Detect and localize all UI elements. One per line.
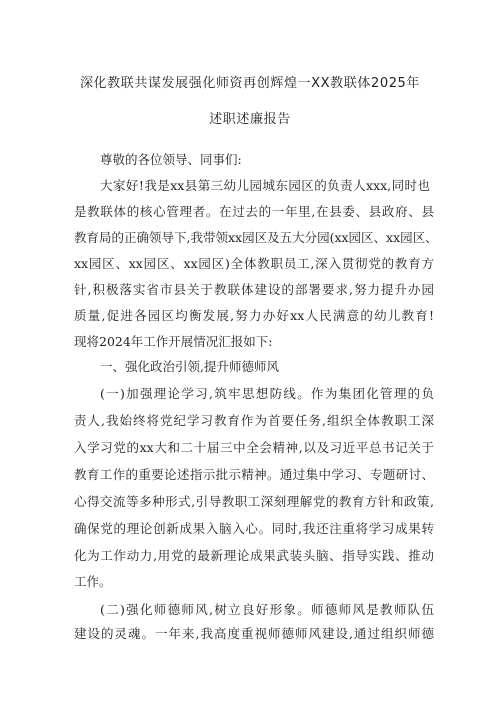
paragraph-line: (二)强化师德师风,树立良好形象。师德师风是教师队伍 — [100, 602, 434, 617]
document-subtitle: 述职述廉报告 — [209, 112, 291, 127]
paragraph-line: 责人,我始终将党纪学习教育作为首要任务,组织全体教职工深 — [74, 413, 434, 428]
paragraph-line: 针,积极落实省市县关于教联体建设的部署要求,努力提升办园 — [74, 282, 434, 297]
document-title: 深化教联共谋发展强化师资再创辉煌一XX教联体2025年 — [79, 76, 421, 91]
paragraph-line: 心得交流等多种形式,引导教职工深刻理解党的教育方针和政策, — [74, 494, 434, 509]
paragraph-line: 教育工作的重要论述指示批示精神。通过集中学习、专题研讨、 — [74, 467, 434, 482]
paragraph-line: 大家好!我是xx县第三幼儿园城东园区的负责人xxx,同时也 — [100, 178, 430, 193]
paragraph-line: 教育局的正确领导下,我带领xx园区及五大分园(xx园区、xx园区、 — [74, 230, 438, 245]
paragraph-line: 建设的灵魂。一年来,我高度重视师德师风建设,通过组织师德 — [74, 626, 434, 641]
paragraph-line: 现将2024年工作开展情况汇报如下: — [74, 334, 273, 349]
paragraph-line: 是教联体的核心管理者。在过去的一年里,在县委、县政府、县 — [74, 204, 434, 219]
section-heading: 一、强化政治引领,提升师德师风 — [100, 359, 279, 374]
paragraph-line: 入学习党的xx大和二十届三中全会精神,以及习近平总书记关于 — [74, 440, 434, 455]
paragraph-line: 化为工作动力,用党的最新理论成果武装头脑、指导实践、推动 — [74, 548, 434, 563]
paragraph-line: 确保党的理论创新成果入脑入心。同时,我还注重将学习成果转 — [74, 521, 434, 536]
salutation: 尊敬的各位领导、同事们: — [100, 152, 242, 167]
paragraph-line: 工作。 — [74, 574, 112, 589]
paragraph-line: 质量,促进各园区均衡发展,努力办好xx人民满意的幼儿教育! — [74, 308, 434, 323]
paragraph-line: (一)加强理论学习,筑牢思想防线。作为集团化管理的负 — [100, 386, 434, 401]
paragraph-line: xx园区、xx园区、xx园区)全体教职员工,深入贯彻党的教育方 — [74, 256, 434, 271]
